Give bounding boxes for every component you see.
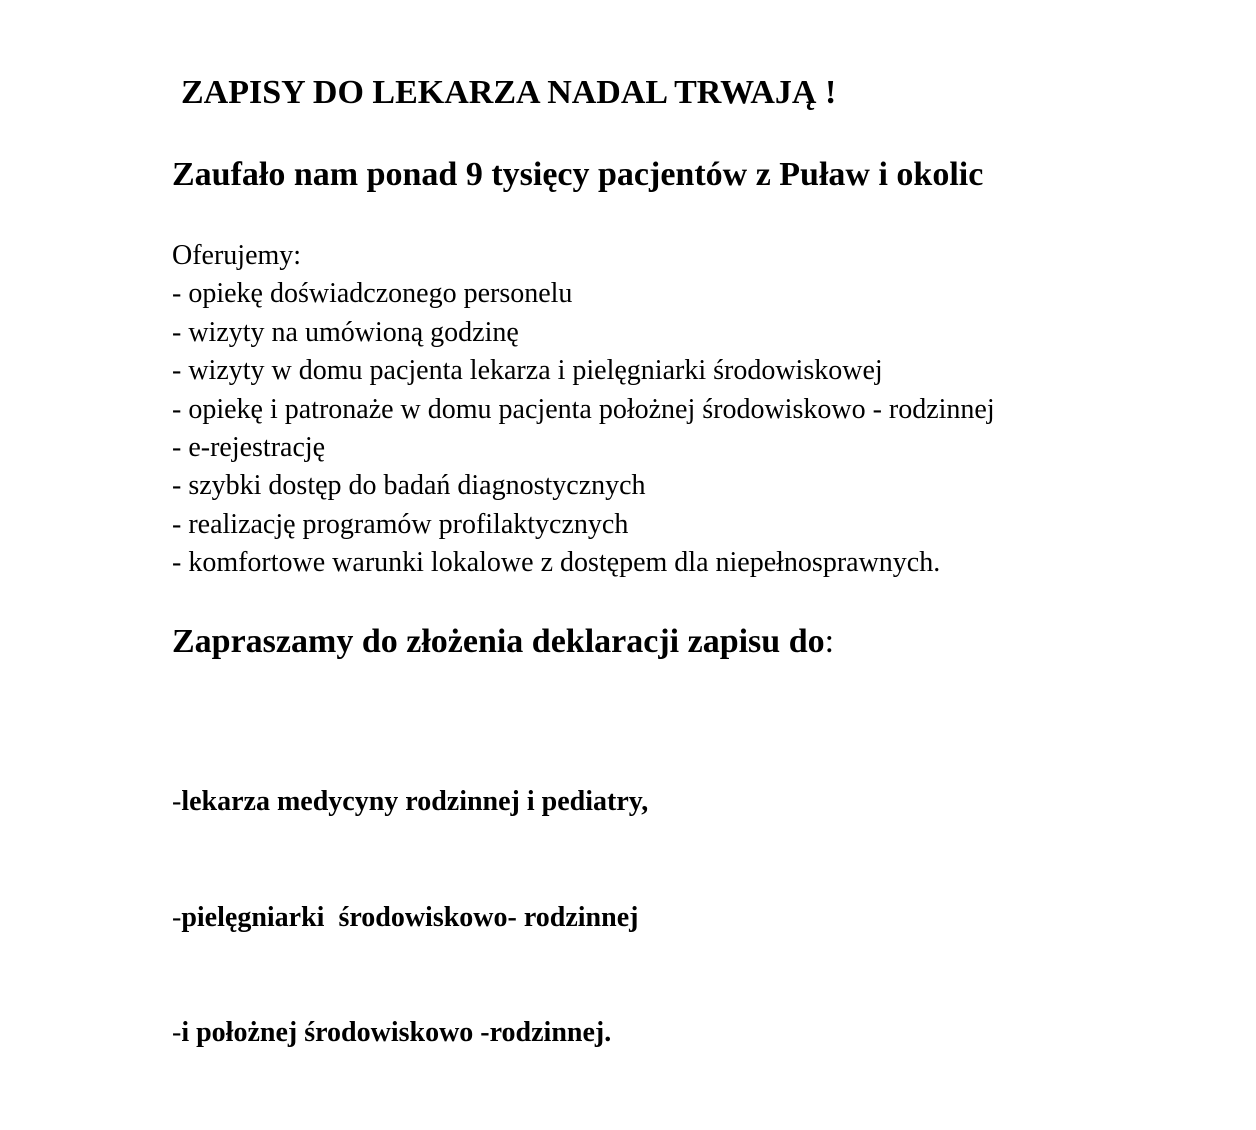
offer-item: - realizację programów profilaktycznych [172,508,629,540]
declaration-item [172,1014,648,1053]
declaration-item [172,899,648,938]
invite-heading-colon: : [824,623,835,660]
offer-item: - wizyty na umówioną godzinę [172,316,519,348]
page-title: ZAPISY DO LEKARZA NADAL TRWAJĄ ! [181,74,837,111]
offer-section [172,237,995,583]
declaration-list [172,706,648,1130]
offer-item: - e-rejestrację [172,431,326,463]
offer-heading: Oferujemy: [172,240,302,271]
declaration-dash: - [172,786,182,817]
declaration-dash: - [172,901,182,933]
subtitle: Zaufało nam ponad 9 tysięcy pacjentów z Puław i okolic [172,156,984,193]
offer-item: - szybki dostęp do badań diagnostycznych [172,470,646,502]
invite-heading-text: Zapraszamy do złożenia deklaracji zapisu do [172,623,825,660]
offer-item: - opiekę doświadczonego personelu [172,278,573,310]
invite-heading [172,622,834,662]
declaration-text: i położnej środowiskowo -rodzinnej. [181,1017,612,1048]
offer-item: - opiekę i patronaże w domu pacjenta położnej środowiskowo - rodzinnej [172,393,995,425]
offer-item: - komfortowe warunki lokalowe z dostępem dla niepełnosprawnych. [172,547,941,579]
offer-item: - wizyty w domu pacjenta lekarza i pielęgniarki środowiskowej [172,355,883,387]
declaration-text: lekarza medycyny rodzinnej i pediatry, [181,786,649,817]
declaration-text: pielęgniarki środowiskowo- rodzinnej [181,901,639,933]
declaration-item [172,783,648,822]
declaration-dash: - [172,1017,182,1048]
